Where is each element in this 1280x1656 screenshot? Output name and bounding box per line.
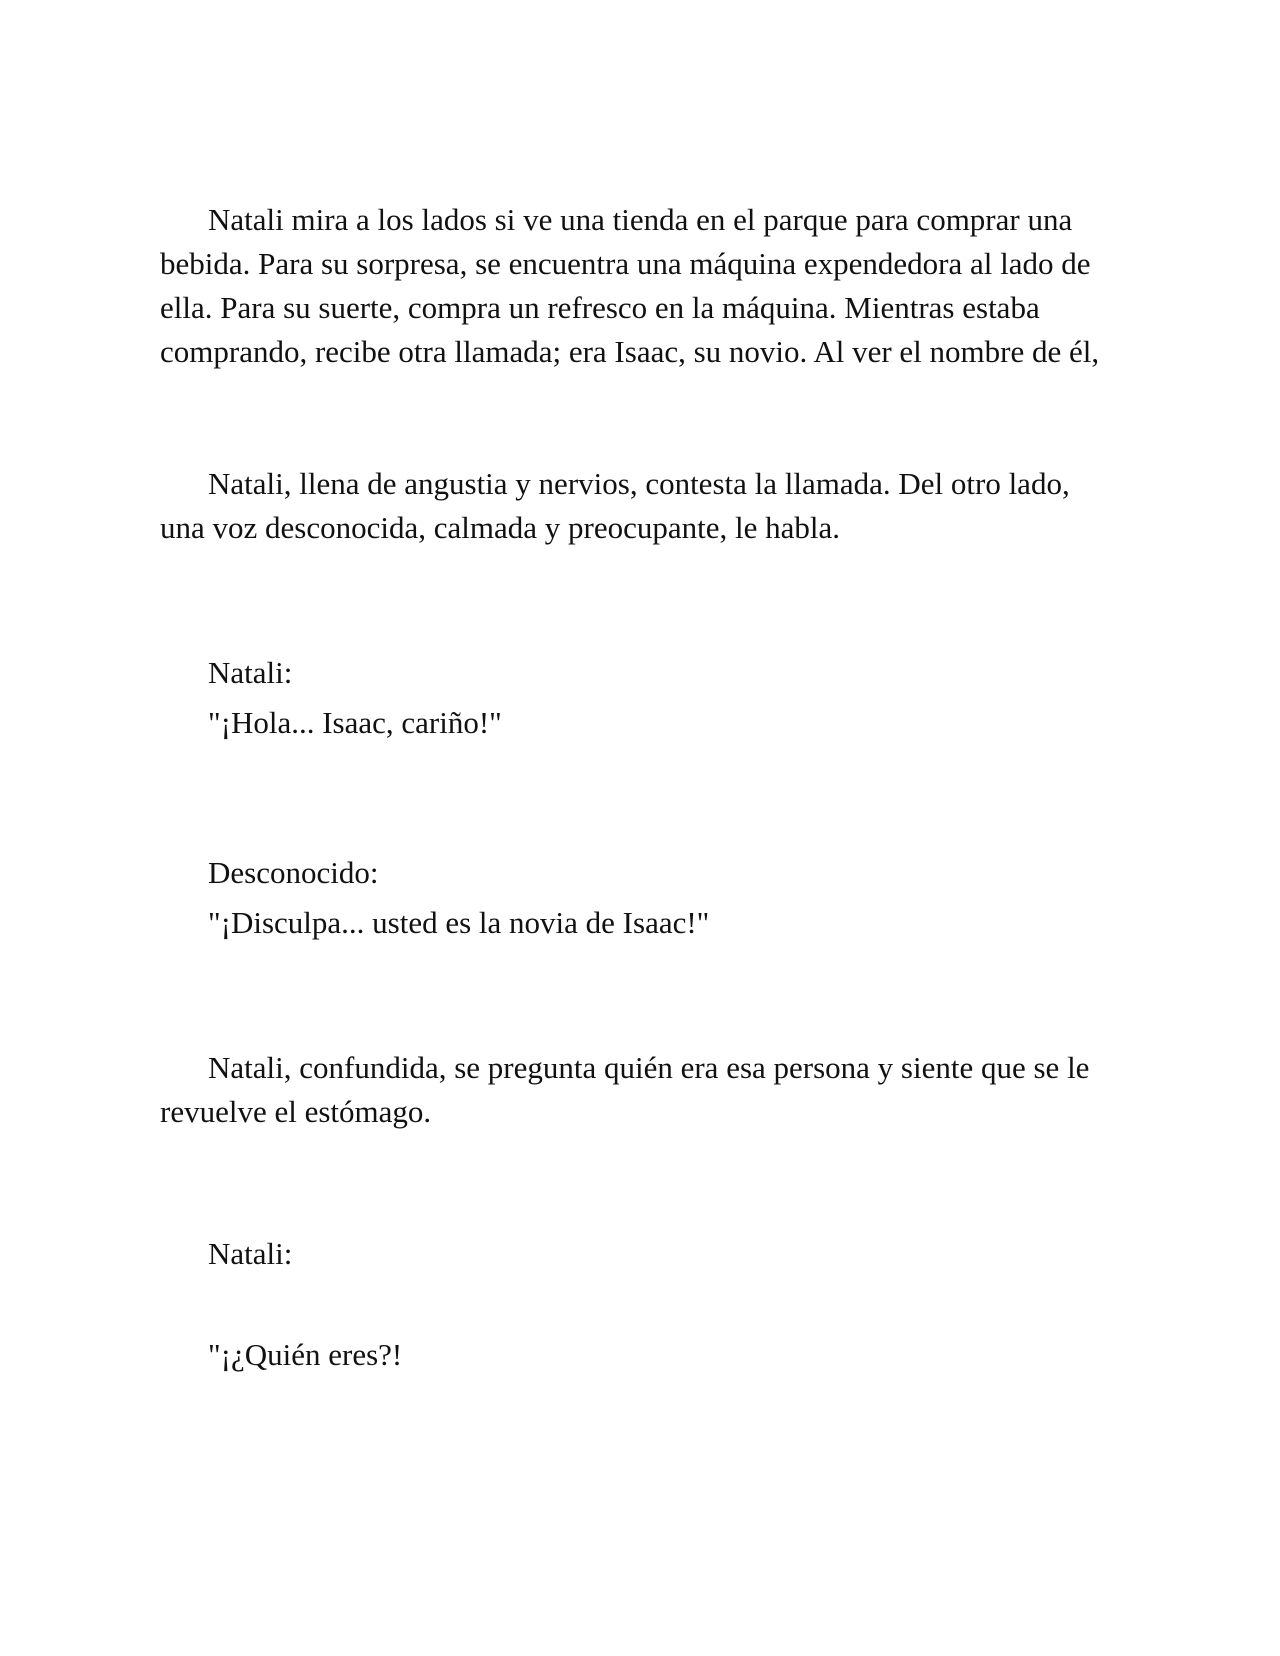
dialogue-speaker-natali-2: Natali: bbox=[208, 1236, 293, 1271]
narrative-paragraph-3: Natali, confundida, se pregunta quién era esa persona y siente que se le revuelve el estómago. bbox=[160, 1050, 1090, 1129]
narrative-paragraph-1: Natali mira a los lados si ve una tienda en el parque para comprar una bebida. Para su sorpresa, se encuentra una máquina expendedora al lado de ella. Para su suerte, compra un refresco en la máquina. Mientras estaba comprando, recibe otra llamada; era Isaac, su novio. Al ver el nombre de él, bbox=[160, 202, 1100, 369]
dialogue-line-natali-1: "¡Hola... Isaac, cariño!" bbox=[208, 705, 502, 740]
dialogue-line-natali-2: "¡¿Quién eres?! bbox=[208, 1337, 403, 1372]
dialogue-speaker-desconocido: Desconocido: bbox=[208, 855, 379, 890]
narrative-paragraph-2: Natali, llena de angustia y nervios, contesta la llamada. Del otro lado, una voz desconocida, calmada y preocupante, le habla. bbox=[160, 466, 1070, 545]
dialogue-speaker-natali-1: Natali: bbox=[208, 655, 293, 690]
dialogue-line-desconocido: "¡Disculpa... usted es la novia de Isaac!" bbox=[208, 905, 710, 940]
